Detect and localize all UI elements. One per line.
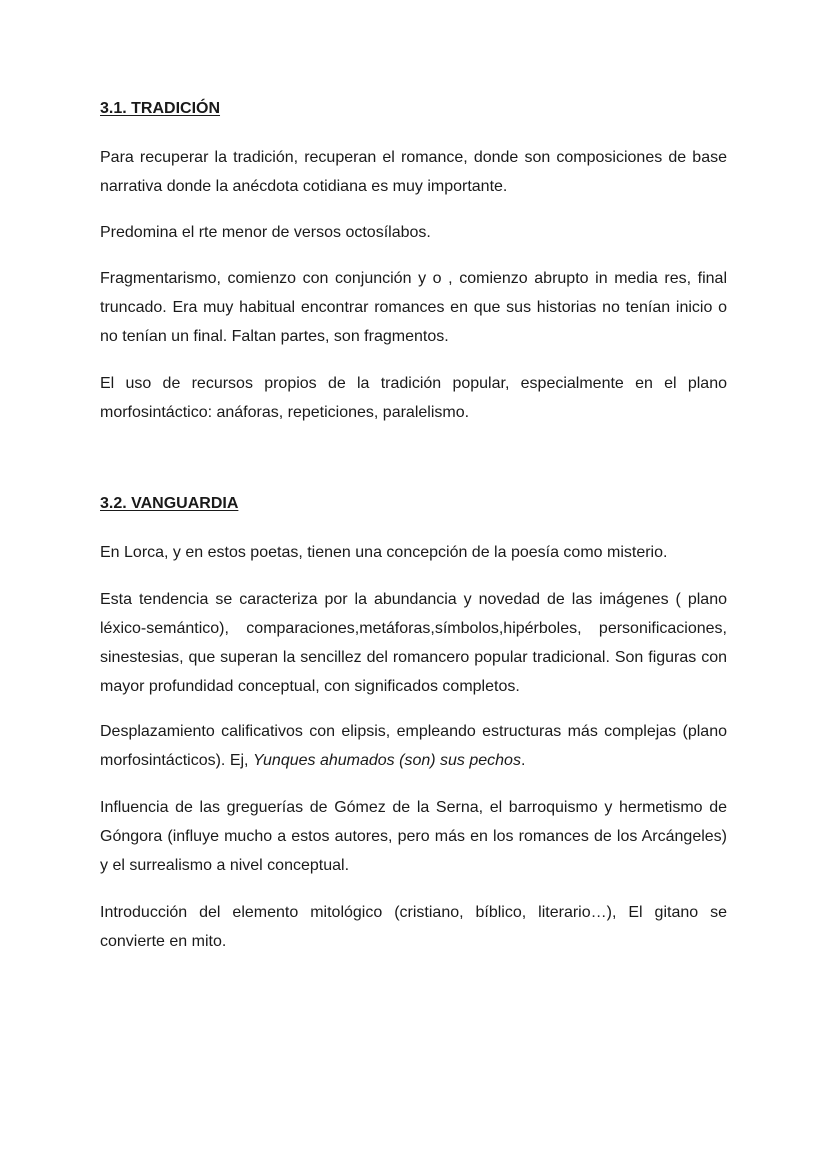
example-end: .	[520, 752, 526, 769]
paragraph: Introducción del elemento mitológico (cristiano, bíblico, literario…), El gitano se convierte en mito.	[100, 904, 727, 950]
paragraph: Para recuperar la tradición, recuperan el romance, donde son composiciones de base narrativa donde la anécdota cotidiana es muy importante.	[100, 149, 727, 195]
paragraph: El uso de recursos propios de la tradición popular, especialmente en el plano morfosintáctico: anáforas, repeticiones, paralelismo.	[100, 375, 727, 421]
paragraph: Predomina el rte menor de versos octosílabos.	[100, 224, 431, 241]
section-heading-tradicion: 3.1. TRADICIÓN	[100, 100, 221, 117]
paragraph: En Lorca, y en estos poetas, tienen una concepción de la poesía como misterio.	[100, 544, 668, 561]
paragraph-with-example	[100, 717, 727, 775]
example-quote: Yunques ahumados (son) sus pechos	[252, 752, 521, 769]
paragraph: Fragmentarismo, comienzo con conjunción y o , comienzo abrupto in media res, final truncado. Era muy habitual encontrar romances en que sus historias no tenían inicio o no tenían un final. Faltan partes, son fragmentos.	[100, 270, 727, 345]
paragraph: Influencia de las greguerías de Gómez de la Serna, el barroquismo y hermetismo de Góngora (influye mucho a estos autores, pero más en los romances de los Arcángeles) y el surrealismo a nivel conceptual.	[100, 799, 727, 874]
paragraph-text: Desplazamiento calificativos con elipsis, empleando estructuras más complejas (plano morfosintácticos). Ej,	[100, 723, 727, 769]
paragraph: Esta tendencia se caracteriza por la abundancia y novedad de las imágenes ( plano léxico-semántico), comparaciones,metáforas,símbolos,hipérboles, personificaciones, sinestesias, que superan la sencillez del romancero popular tradicional. Son figuras con mayor profundidad conceptual, con significados completos.	[100, 591, 727, 695]
section-heading-vanguardia: 3.2. VANGUARDIA	[100, 495, 239, 512]
